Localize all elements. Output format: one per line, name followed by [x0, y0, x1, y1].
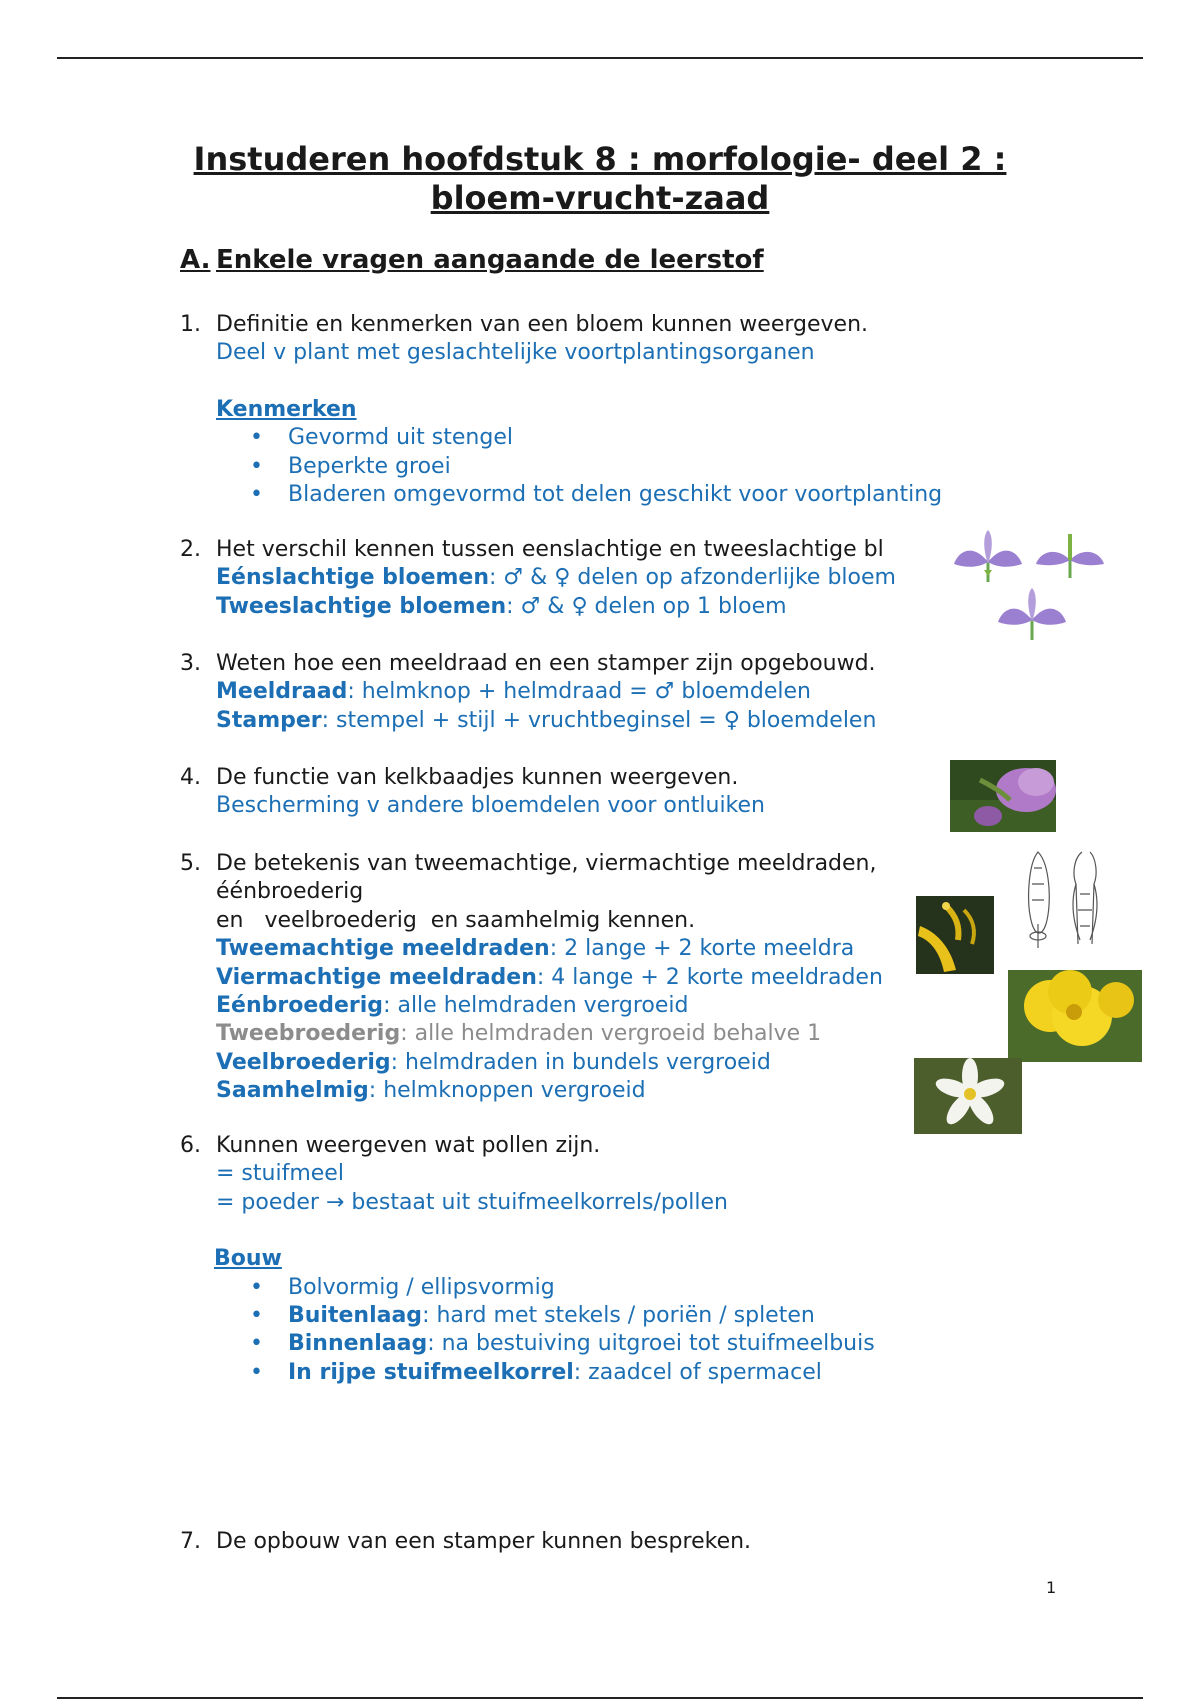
page-number: 1: [1046, 1578, 1057, 1597]
list-item: • Beperkte groei: [250, 453, 451, 479]
question-5: [180, 850, 883, 1106]
bullet-list: [180, 424, 942, 509]
question-text: De functie van kelkbaadjes kunnen weergeven.: [216, 765, 739, 790]
list-item: • Buitenlaag: hard met stekels / poriën / spleten: [250, 1303, 815, 1329]
question-3: [180, 650, 876, 735]
question-text: en veelbroederig en saamhelmig kennen.: [216, 907, 696, 933]
stamen-sketches: [1018, 844, 1108, 952]
question-number: 7.: [180, 1529, 201, 1554]
question-number: 4.: [180, 765, 201, 790]
list-item: • Bolvormig / ellipsvormig: [250, 1274, 555, 1300]
question-text: Kunnen weergeven wat pollen zijn.: [216, 1133, 601, 1158]
question-text: Definitie en kenmerken van een bloem kunnen weergeven.: [216, 312, 869, 337]
question-6: [180, 1132, 875, 1387]
section-heading: [180, 244, 764, 276]
subheading-bouw: Bouw: [214, 1246, 282, 1272]
title-line-2: bloem-vrucht-zaad: [430, 179, 770, 217]
subheading-kenmerken: Kenmerken: [216, 396, 357, 422]
page-title: [140, 140, 1060, 218]
answer-line: Meeldraad: helmknop + helmdraad = ♂ bloemdelen: [216, 679, 811, 705]
question-text: éénbroederig: [216, 879, 364, 905]
purple-flower-diagrams: [952, 528, 1104, 650]
section-title: Enkele vragen aangaande de leerstof: [216, 245, 764, 275]
question-number: 2.: [180, 537, 201, 562]
question-text: De opbouw van een stamper kunnen bespreken.: [216, 1529, 752, 1554]
question-number: 3.: [180, 651, 201, 676]
answer-line: Eénslachtige bloemen: ♂ & ♀ delen op afzonderlijke bloem: [216, 565, 896, 591]
answer-text: Deel v plant met geslachtelijke voortplantingsorganen: [216, 340, 815, 366]
list-item: • Binnenlaag: na bestuiving uitgroei tot stuifmeelbuis: [250, 1331, 875, 1357]
mallow-flower-photo: [950, 760, 1056, 832]
answer-line: = stuifmeel: [216, 1161, 344, 1187]
answer-line: = poeder → bestaat uit stuifmeelkorrels/pollen: [216, 1189, 728, 1215]
answer-line: Stamper: stempel + stijl + vruchtbeginsel = ♀ bloemdelen: [216, 707, 877, 733]
question-1: [180, 311, 942, 509]
bottom-rule: [57, 1697, 1143, 1699]
question-number: 5.: [180, 851, 201, 876]
definition-line: Eénbroederig: alle helmdraden vergroeid: [216, 993, 689, 1019]
question-text: Weten hoe een meeldraad en een stamper zijn opgebouwd.: [216, 651, 876, 676]
definition-line: Veelbroederig: helmdraden in bundels vergroeid: [216, 1049, 771, 1075]
question-number: 1.: [180, 312, 201, 337]
yellow-flower-photo: [1008, 970, 1142, 1062]
bullet-list: [180, 1274, 875, 1388]
definition-line: Saamhelmig: helmknoppen vergroeid: [216, 1078, 646, 1104]
white-flower-photo: [914, 1058, 1022, 1134]
question-number: 6.: [180, 1133, 201, 1158]
question-7: [180, 1528, 751, 1556]
definition-line: Tweebroederig: alle helmdraden vergroeid behalve 1: [216, 1021, 822, 1047]
title-line-1: Instuderen hoofdstuk 8 : morfologie- deel 2 :: [193, 140, 1007, 178]
answer-line: Tweeslachtige bloemen: ♂ & ♀ delen op 1 bloem: [216, 593, 787, 619]
list-item: • In rijpe stuifmeelkorrel: zaadcel of spermacel: [250, 1359, 822, 1385]
question-4: [180, 764, 765, 821]
definition-line: Tweemachtige meeldraden: 2 lange + 2 korte meeldra: [216, 936, 855, 962]
definition-line: Viermachtige meeldraden: 4 lange + 2 korte meeldraden: [216, 964, 883, 990]
section-letter: A.: [180, 245, 211, 275]
question-text: Het verschil kennen tussen eenslachtige en tweeslachtige bl: [216, 537, 884, 562]
question-text: De betekenis van tweemachtige, viermachtige meeldraden,: [216, 851, 877, 876]
list-item: • Bladeren omgevormd tot delen geschikt voor voortplanting: [250, 482, 943, 508]
answer-text: Bescherming v andere bloemdelen voor ontluiken: [216, 793, 765, 819]
top-rule: [57, 57, 1143, 59]
yellow-stamen-photo: [916, 896, 994, 974]
list-item: • Gevormd uit stengel: [250, 425, 513, 451]
question-2: [180, 536, 896, 621]
